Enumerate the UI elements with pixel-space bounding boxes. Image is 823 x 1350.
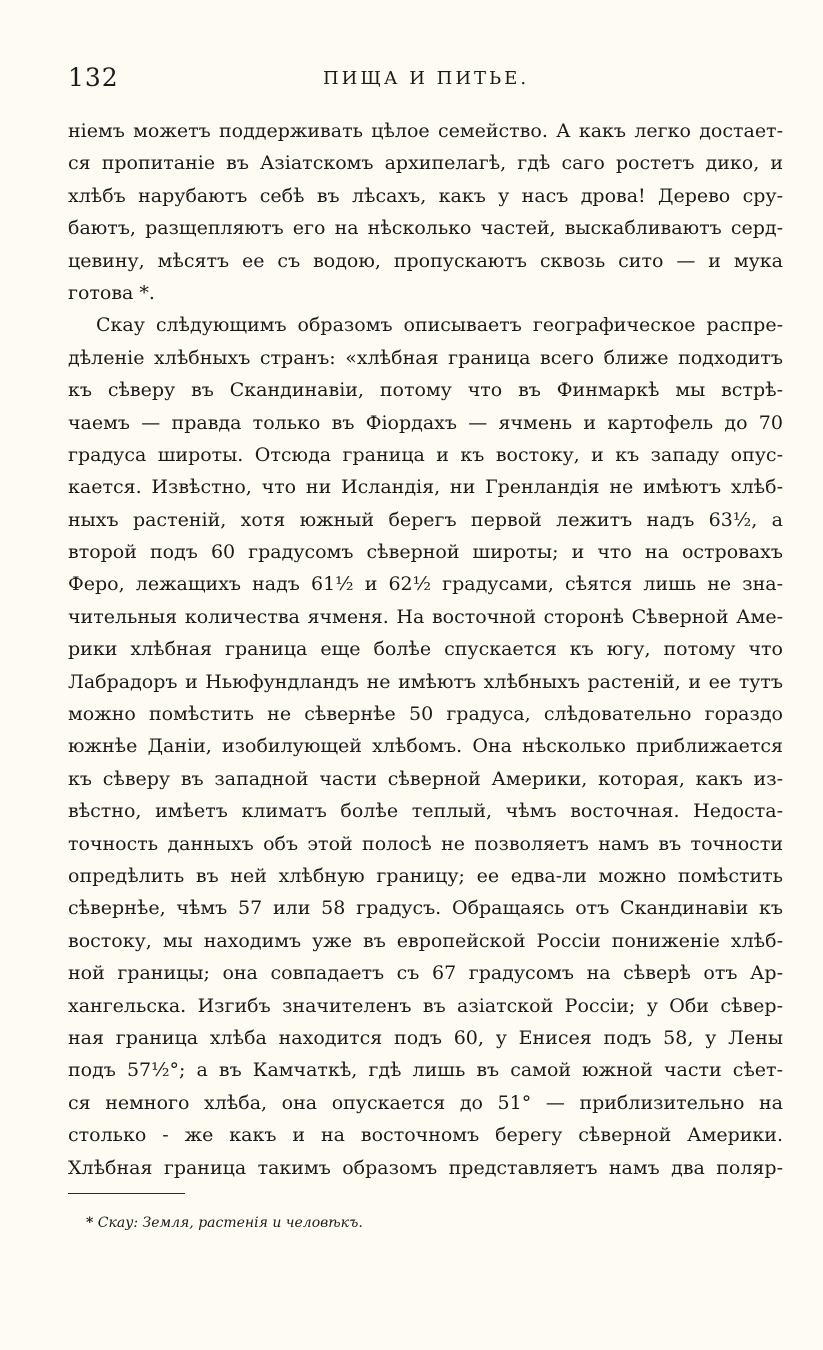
footnote-author: Скау: <box>97 1215 139 1231</box>
text-line: хлѣбъ нарубаютъ себѣ въ лѣсахъ, какъ у насъ дрова! Дерево сру- <box>68 184 783 207</box>
text-line: рики хлѣбная граница еще болѣе спускается къ югу, потому что <box>68 638 783 661</box>
text-line: второй подъ 60 градусомъ сѣверной широты; и что на островахъ <box>68 541 783 564</box>
page-number: 132 <box>68 63 119 92</box>
body-text <box>68 115 783 1184</box>
footnote-title: Земля, растенія и человѣкъ. <box>142 1215 363 1231</box>
text-line: можно помѣстить не сѣвернѣе 50 градуса, слѣдовательно гораздо <box>68 703 783 726</box>
text-line: Скау слѣдующимъ образомъ описываетъ географическое распре- <box>96 314 783 337</box>
text-line: сѣвернѣе, чѣмъ 57 или 58 градусъ. Обращаясь отъ Скандинавіи къ <box>68 897 783 920</box>
text-line: востоку, мы находимъ уже въ европейской Россіи пониженіе хлѣб- <box>68 929 783 952</box>
text-line: южнѣе Даніи, изобилующей хлѣбомъ. Она нѣсколько приближается <box>68 735 783 758</box>
text-line: кается. Извѣстно, что ни Исландія, ни Гренландія не имѣютъ хлѣб- <box>68 476 783 499</box>
text-line: ной границы; она совпадаетъ съ 67 градусомъ на сѣверѣ отъ Ар- <box>68 962 783 985</box>
footnote <box>86 1213 363 1233</box>
footnote-mark: * <box>86 1215 94 1231</box>
text-line: вѣстно, имѣетъ климатъ болѣе теплый, чѣмъ восточная. Недоста- <box>68 800 783 823</box>
text-line: градуса широты. Отсюда граница и къ востоку, и къ западу опус- <box>68 443 783 466</box>
text-line: ніемъ можетъ поддерживать цѣлое семейство. А какъ легко достает- <box>68 120 783 142</box>
text-line: цевину, мѣсятъ ее съ водою, пропускаютъ сквозь сито — и мука <box>68 249 783 272</box>
text-line: ная граница хлѣба находится подъ 60, у Енисея подъ 58, у Лены <box>68 1026 783 1049</box>
text-line: чаемъ — правда только въ Фіордахъ — ячмень и картофель до 70 <box>68 411 783 434</box>
text-line: опредѣлить въ ней хлѣбную границу; ее едва-ли можно помѣстить <box>68 864 783 887</box>
text-line: къ сѣверу въ Скандинавіи, потому что въ Финмаркѣ мы встрѣ- <box>68 379 783 402</box>
text-line: баютъ, разщепляютъ его на нѣсколько частей, выскабливаютъ серд- <box>68 217 783 240</box>
text-line: столько - же какъ и на восточномъ берегу сѣверной Америки. <box>68 1124 783 1147</box>
text-line: чительныя количества ячменя. На восточной сторонѣ Сѣверной Аме- <box>68 605 783 628</box>
text-line: хангельска. Изгибъ значителенъ въ азіатской Россіи; у Оби сѣвер- <box>68 994 783 1017</box>
text-line: ныхъ растеній, хотя южный берегъ первой лежитъ надъ 63½, а <box>68 508 783 531</box>
text-line: готова *. <box>68 281 155 304</box>
text-line: ся пропитаніе въ Азіатскомъ архипелагѣ, гдѣ саго ростетъ дико, и <box>68 152 783 175</box>
running-head <box>68 60 784 96</box>
text-line: дѣленіе хлѣбныхъ странъ: «хлѣбная граница всего ближе подходитъ <box>68 346 783 369</box>
text-line: подъ 57½°; а въ Камчаткѣ, гдѣ лишь въ самой южной части сѣет- <box>68 1059 783 1082</box>
text-line: Феро, лежащихъ надъ 61½ и 62½ градусами, сѣятся лишь не зна- <box>68 573 783 596</box>
text-line: точность данныхъ объ этой полосѣ не позволяетъ намъ въ точности <box>68 832 783 855</box>
footnote-divider <box>68 1193 185 1194</box>
text-line: къ сѣверу въ западной части сѣверной Америки, которая, какъ из- <box>68 767 783 790</box>
running-title: ПИЩА И ПИТЬЕ. <box>322 68 530 89</box>
text-line: Лабрадоръ и Ньюфундландъ не имѣютъ хлѣбныхъ растеній, и ее тутъ <box>68 670 783 693</box>
text-line: Хлѣбная граница такимъ образомъ представляетъ намъ два поляр- <box>68 1156 783 1179</box>
text-line: ся немного хлѣба, она опускается до 51° — приблизительно на <box>68 1091 783 1114</box>
